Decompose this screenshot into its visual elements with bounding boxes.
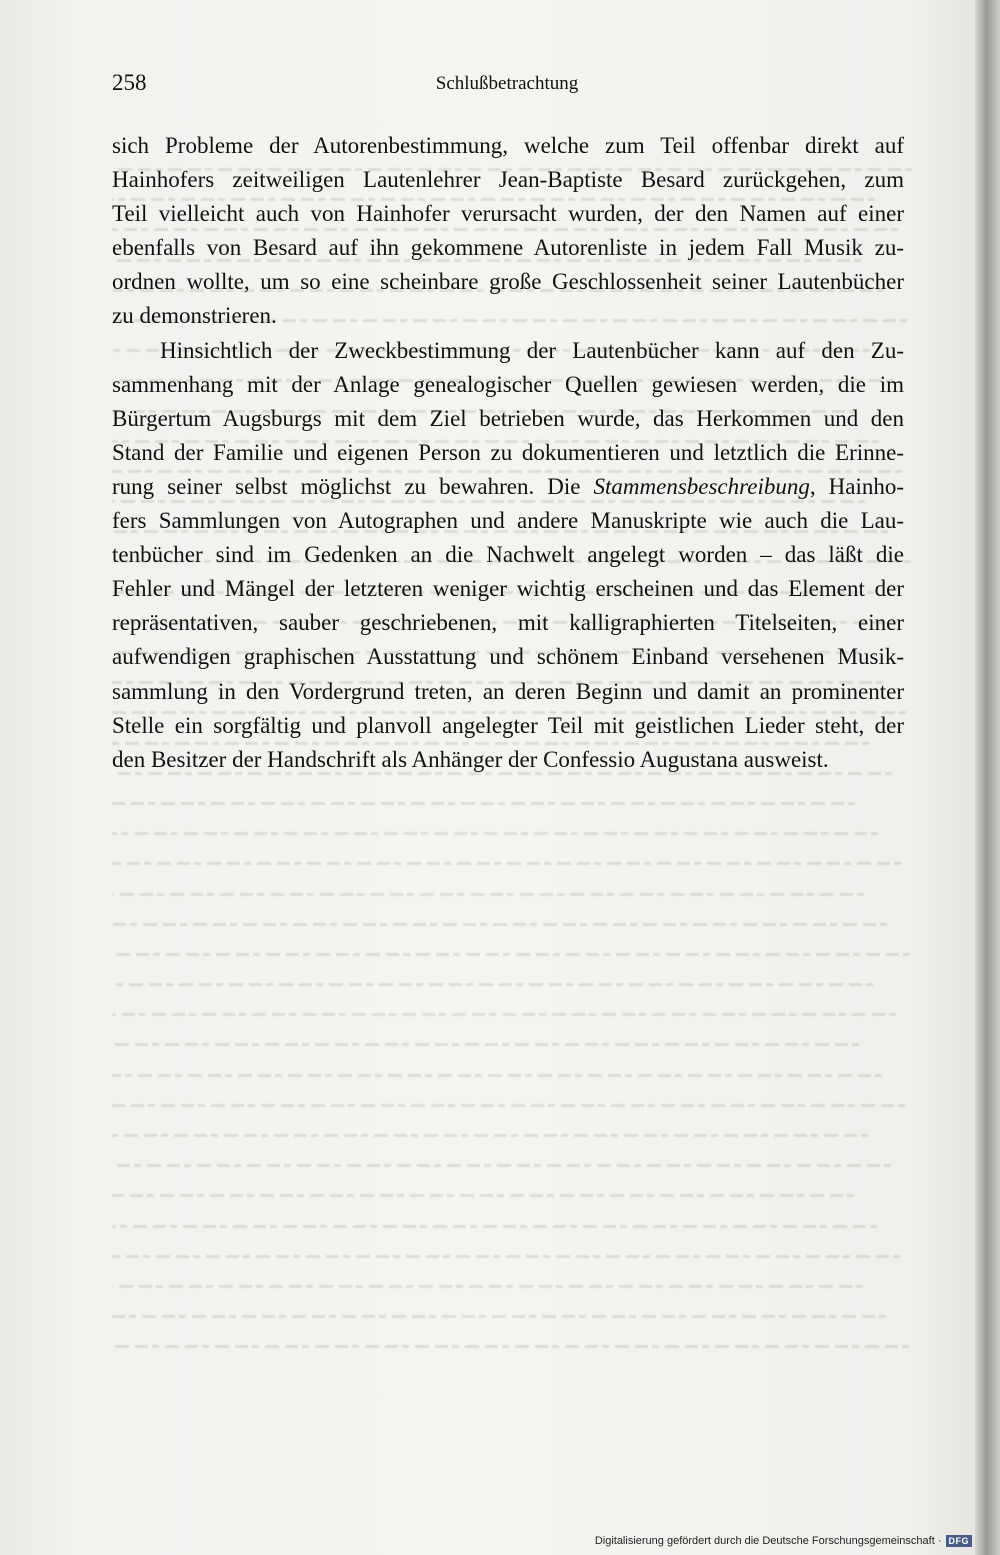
show-through-line xyxy=(112,1297,912,1327)
digitization-credit xyxy=(595,1535,972,1547)
text-line: fers Sammlungen von Autographen und andere Manuskripte wie auch die Lau- xyxy=(112,508,904,534)
text-line: sammlung in den Vordergrund treten, an deren Beginn und damit an prominenter xyxy=(112,678,904,704)
text-line-with-italic xyxy=(112,470,904,504)
text-line: ebenfalls von Besard auf ihn gekommene Autorenliste in jedem Fall Musik zu- xyxy=(112,235,904,261)
running-title: Schlußbetrachtung xyxy=(435,73,579,94)
text-run: rung seiner selbst möglichst zu bewahren. Die xyxy=(112,473,594,499)
show-through-line xyxy=(112,935,912,965)
text-line: zu demonstrieren. xyxy=(112,303,277,329)
paragraph-1 xyxy=(112,129,904,334)
page-header xyxy=(112,70,902,102)
text-line: Fehler und Mängel der letzteren weniger wichtig erscheinen und das Element der xyxy=(112,576,904,602)
text-line: Stand der Familie und eigenen Person zu dokumentieren und letztlich die Erinne- xyxy=(112,439,904,465)
credit-text: Digitalisierung gefördert durch die Deutsche Forschungsgemeinschaft · xyxy=(594,1535,942,1547)
show-through-line xyxy=(112,814,912,844)
show-through-line xyxy=(112,1056,912,1086)
show-through-line xyxy=(112,905,912,935)
italic-title: Stammensbeschreibung xyxy=(593,473,810,499)
text-line: Teil vielleicht auch von Hainhofer verursacht wurden, der den Namen auf einer xyxy=(112,201,904,227)
show-through-line xyxy=(112,1116,912,1146)
text-line: Hainhofers zeitweiligen Lautenlehrer Jean-Baptiste Besard zurückgehen, zum xyxy=(112,167,904,193)
show-through-line xyxy=(112,1176,912,1206)
paragraph-2 xyxy=(112,334,904,777)
show-through-line xyxy=(112,1207,912,1237)
text-line: Stelle ein sorgfältig und planvoll angelegter Teil mit geistlichen Lieder steht, der xyxy=(112,712,904,738)
text-line: repräsentativen, sauber geschriebenen, mit kalligraphierten Titelseiten, einer xyxy=(112,610,904,636)
text-line: sammenhang mit der Anlage genealogischer Quellen gewiesen werden, die im xyxy=(112,371,904,397)
show-through-line xyxy=(112,1237,912,1267)
show-through-line xyxy=(112,844,912,874)
show-through-line xyxy=(112,1025,912,1055)
page-edge-shadow xyxy=(975,0,1000,1555)
text-line: ordnen wollte, um so eine scheinbare große Geschlossenheit seiner Lautenbücher xyxy=(112,269,904,295)
show-through-line xyxy=(112,995,912,1025)
text-line: Hinsichtlich der Zweckbestimmung der Lautenbücher kann auf den Zu- xyxy=(160,337,904,363)
dfg-logo: DFG xyxy=(946,1535,973,1547)
show-through-line xyxy=(112,1267,912,1297)
show-through-line xyxy=(112,1086,912,1116)
show-through-line xyxy=(112,875,912,905)
show-through-line xyxy=(112,965,912,995)
show-through-line xyxy=(112,1146,912,1176)
text-line: Bürgertum Augsburgs mit dem Ziel betrieben wurde, das Herkommen und den xyxy=(112,405,904,431)
page-number: 258 xyxy=(112,70,147,95)
text-run: , Hainho- xyxy=(809,473,904,499)
text-line: den Besitzer der Handschrift als Anhänger der Confessio Augustana ausweist. xyxy=(112,746,829,772)
show-through-line xyxy=(112,784,912,814)
body-text xyxy=(112,129,904,777)
show-through-line xyxy=(112,1327,912,1357)
text-line: sich Probleme der Autorenbestimmung, welche zum Teil offenbar direkt auf xyxy=(112,133,904,158)
text-line: aufwendigen graphischen Ausstattung und schönem Einband versehenen Musik- xyxy=(112,644,904,670)
text-line: tenbücher sind im Gedenken an die Nachwelt angelegt worden – das läßt die xyxy=(112,542,904,568)
